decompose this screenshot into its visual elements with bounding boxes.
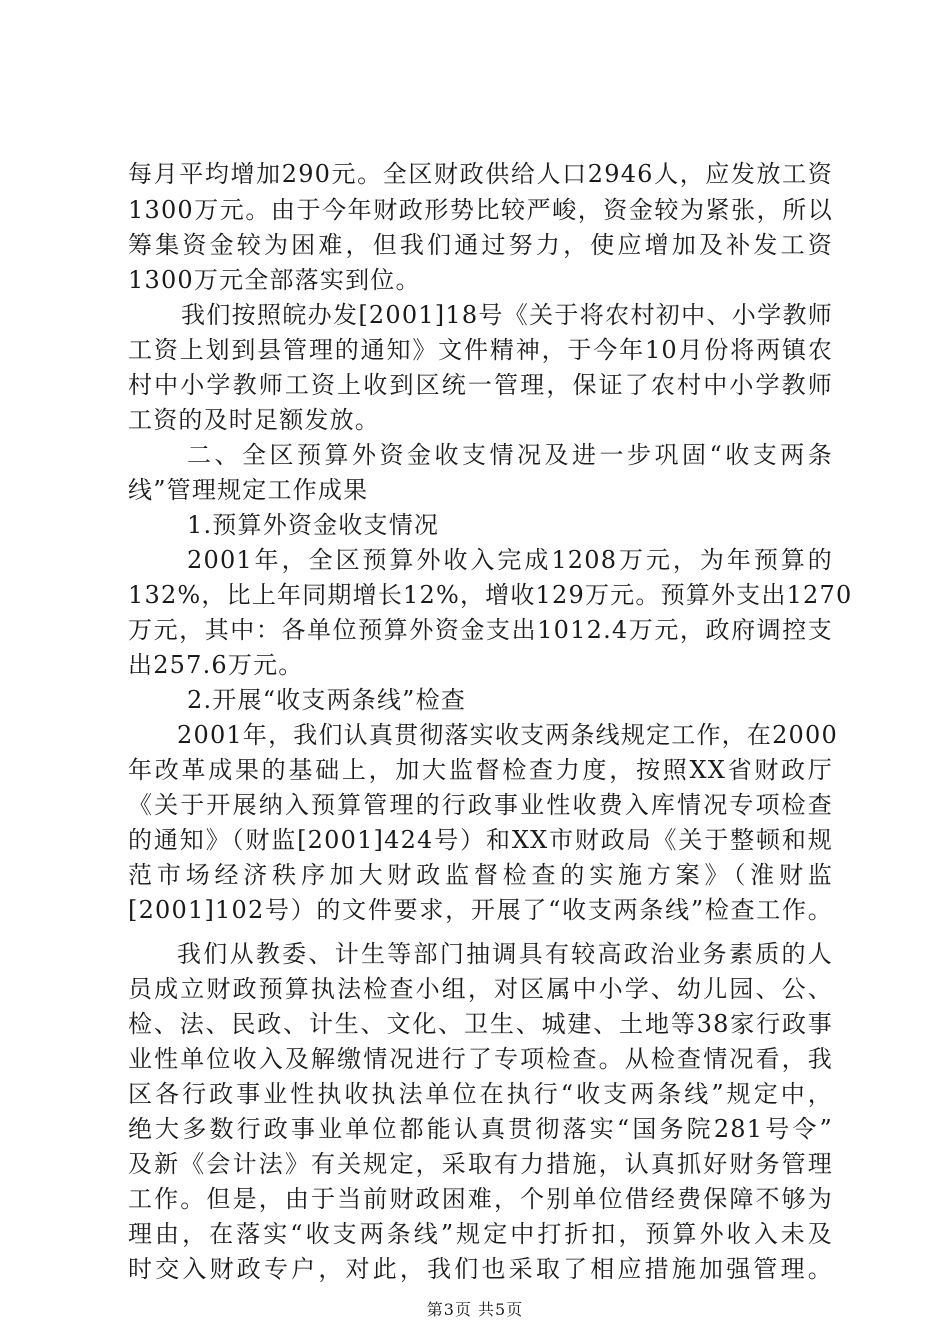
body-text-line: 万元，其中：各单位预算外资金支出1012.4万元，政府调控支	[128, 616, 833, 644]
body-text-line: [2001]102号）的文件要求，开展了“收支两条线”检查工作。	[128, 896, 833, 924]
body-text-line: 区各行政事业性执收执法单位在执行“收支两条线”规定中，	[128, 1080, 833, 1108]
paragraph-first-line: 2001年，我们认真贯彻落实收支两条线规定工作，在2000	[177, 721, 838, 749]
body-text-line: 的通知》（财监[2001]424号）和XX市财政局《关于整顿和规	[128, 826, 833, 854]
body-text-line: 《关于开展纳入预算管理的行政事业性收费入库情况专项检查	[128, 791, 833, 819]
body-text-line: 年改革成果的基础上，加大监督检查力度，按照XX省财政厅	[128, 756, 833, 784]
body-text-line: 绝大多数行政事业单位都能认真贯彻落实“国务院281号令”	[128, 1115, 833, 1143]
body-text-line: 出257.6万元。	[128, 651, 304, 679]
body-text-line: 工作。但是，由于当前财政困难，个别单位借经费保障不够为	[128, 1185, 833, 1213]
page-footer: 第3页 共5页	[426, 1300, 524, 1319]
body-text-line: 筹集资金较为困难，但我们通过努力，使应增加及补发工资	[128, 231, 833, 259]
body-text-line: 村中小学教师工资上收到区统一管理，保证了农村中小学教师	[128, 371, 833, 399]
subsection-heading: 1.预算外资金收支情况	[187, 511, 440, 539]
body-text-line: 1300万元。由于今年财政形势比较严峻，资金较为紧张，所以	[128, 196, 833, 224]
body-text-line: 范市场经济秩序加大财政监督检查的实施方案》（淮财监	[128, 861, 833, 889]
body-text-line: 时交入财政专户，对此，我们也采取了相应措施加强管理。	[128, 1255, 833, 1283]
body-text-line: 1300万元全部落实到位。	[128, 266, 421, 294]
body-text-line: 理由，在落实“收支两条线”规定中打折扣，预算外收入未及	[128, 1220, 833, 1248]
body-text-line: 工资上划到县管理的通知》文件精神，于今年10月份将两镇农	[128, 336, 833, 364]
section-heading-cont: 线”管理规定工作成果	[128, 476, 369, 504]
body-text-line: 检、法、民政、计生、文化、卫生、城建、土地等38家行政事	[128, 1010, 833, 1038]
body-text-line: 工资的及时足额发放。	[128, 406, 380, 434]
body-text-line: 员成立财政预算执法检查小组，对区属中小学、幼儿园、公、	[128, 975, 833, 1003]
body-text-line: 业性单位收入及解缴情况进行了专项检查。从检查情况看，我	[128, 1045, 833, 1073]
paragraph-first-line: 我们从教委、计生等部门抽调具有较高政治业务素质的人	[177, 940, 833, 968]
paragraph-first-line: 2001年，全区预算外收入完成1208万元，为年预算的	[187, 546, 833, 574]
body-text-line: 每月平均增加290元。全区财政供给人口2946人，应发放工资	[128, 160, 833, 188]
paragraph-first-line: 我们按照皖办发[2001]18号《关于将农村初中、小学教师	[181, 301, 833, 329]
subsection-heading: 2.开展“收支两条线”检查	[187, 686, 467, 714]
body-text-line: 及新《会计法》有关规定，采取有力措施，认真抓好财务管理	[128, 1150, 833, 1178]
body-text-line: 132%，比上年同期增长12%，增收129万元。预算外支出1270	[128, 581, 853, 609]
section-heading: 二、全区预算外资金收支情况及进一步巩固“收支两条	[187, 441, 833, 469]
